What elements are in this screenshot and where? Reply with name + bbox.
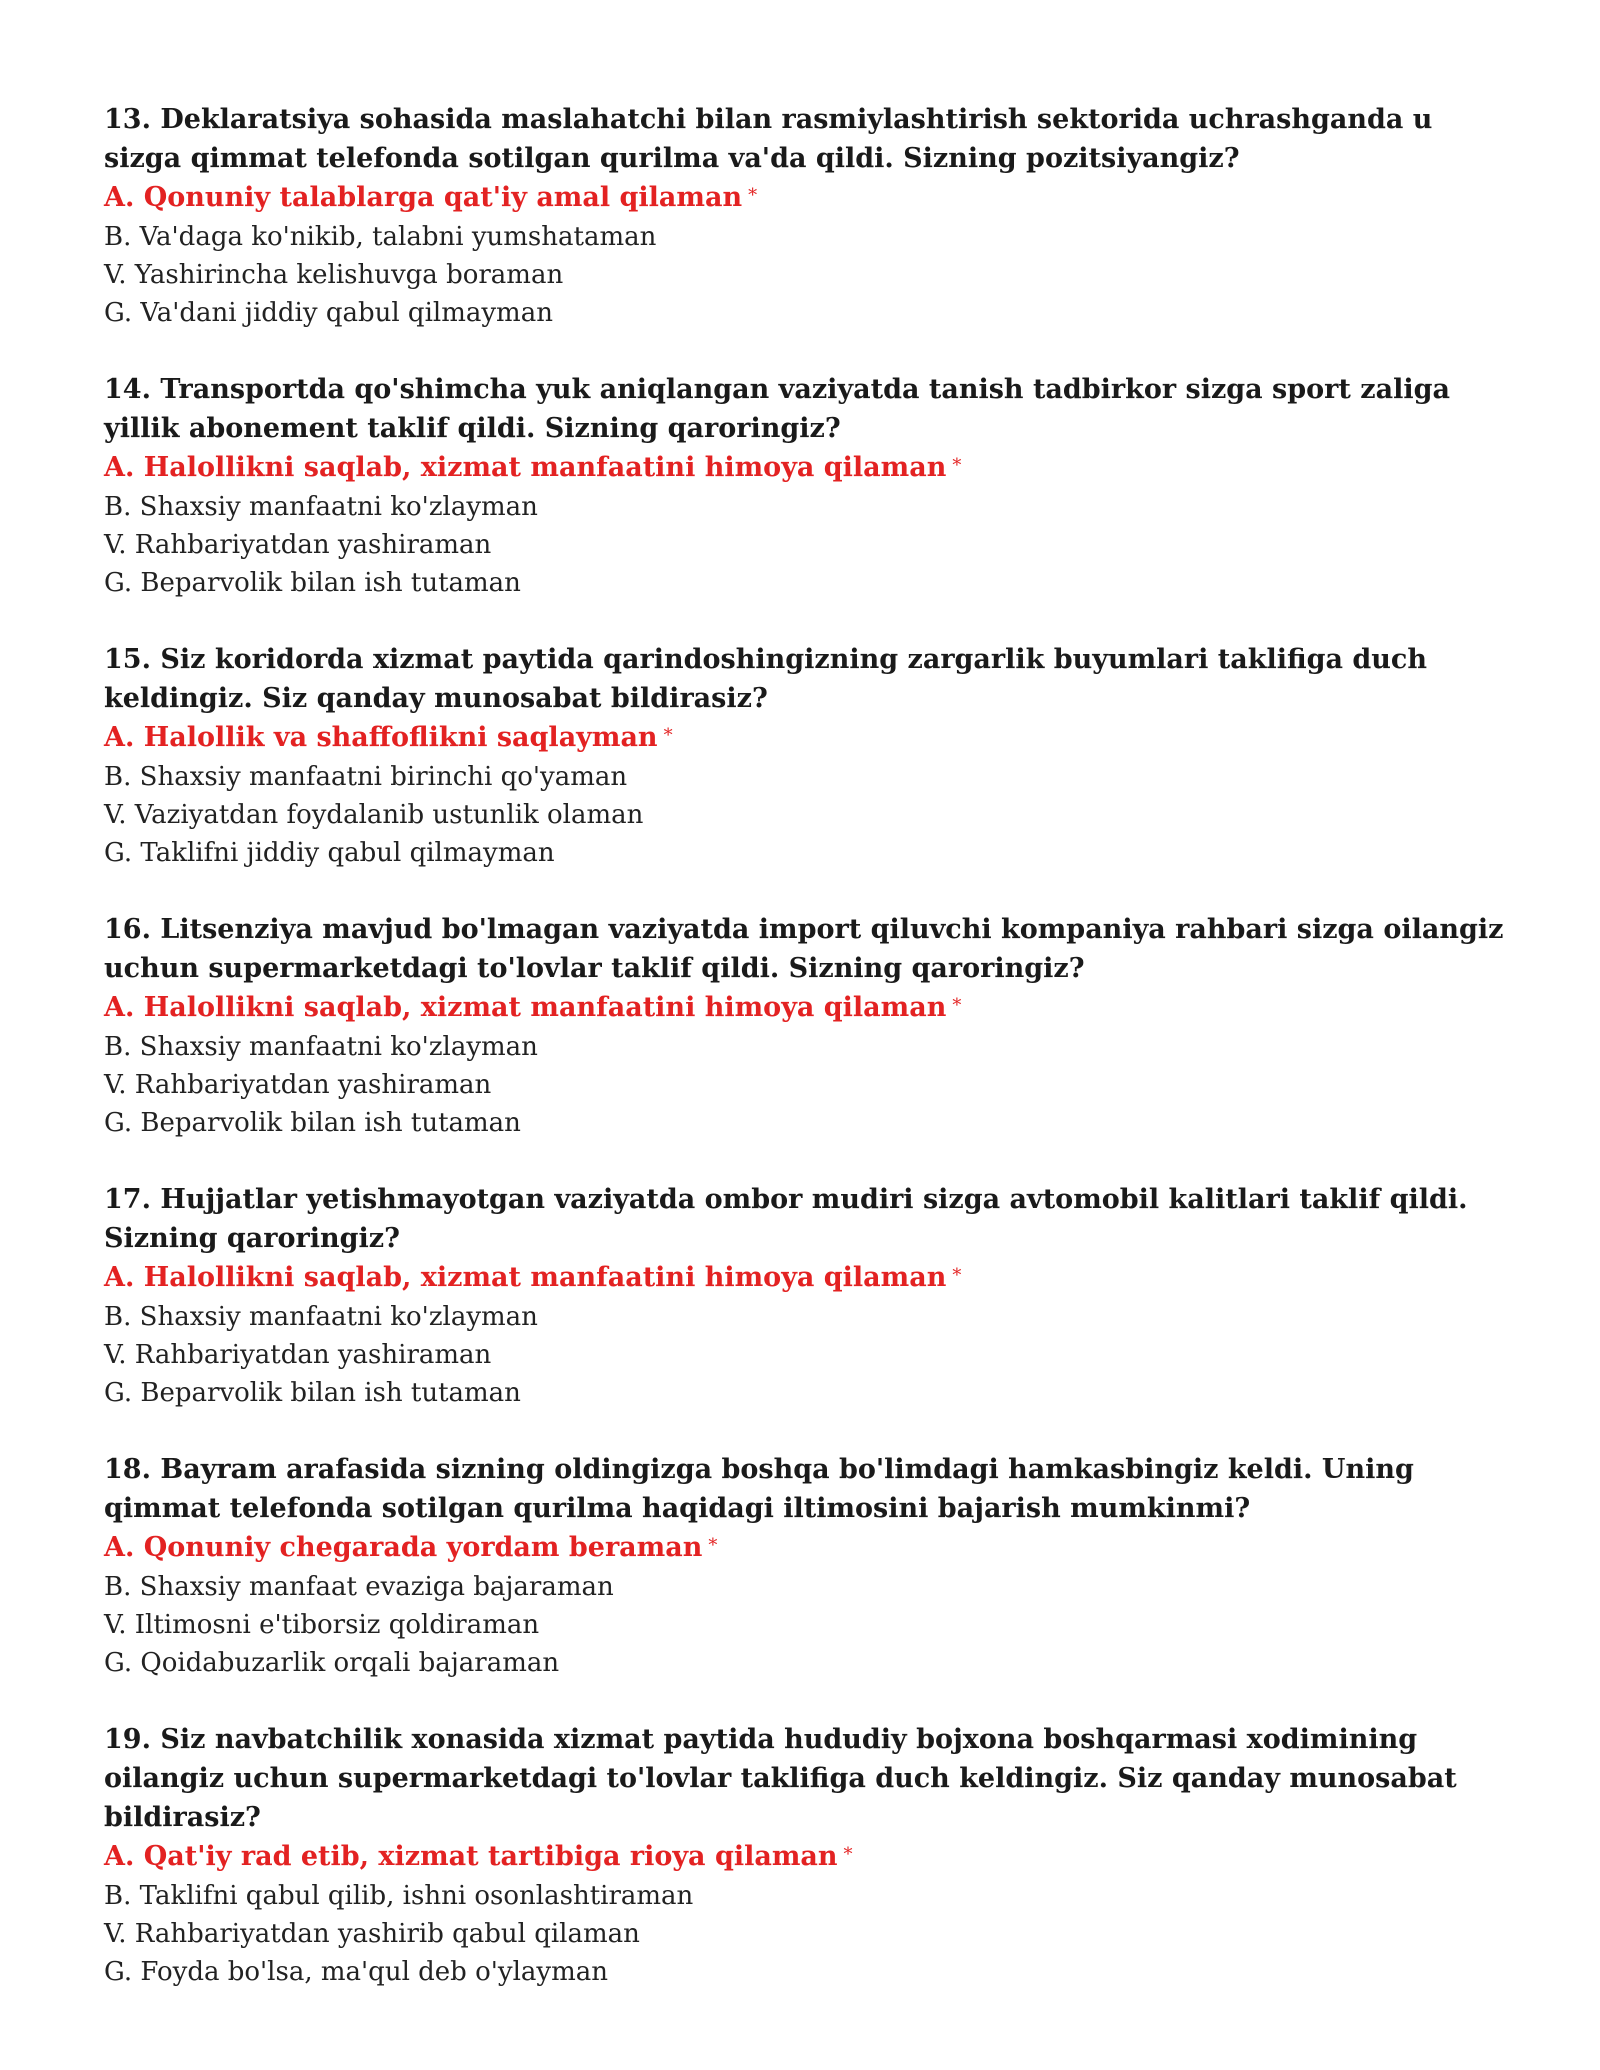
question-text: 19. Siz navbatchilik xonasida xizmat paytida hududiy bojxona boshqarmasi xodimining oilangiz uchun supermarketdagi to'lovlar taklifiga duch keldingiz. Siz qanday munosabat bildirasiz? xyxy=(104,1724,1457,1833)
correct-marker-star: * xyxy=(708,1535,718,1556)
answer-option-v: V. Iltimosni e'tiborsiz qoldiraman xyxy=(104,1610,540,1640)
correct-answer-label: A. Qonuniy talablarga qat'iy amal qilaman xyxy=(104,182,743,213)
question-text: 13. Deklaratsiya sohasida maslahatchi bilan rasmiylashtirish sektorida uchrashganda u sizga qimmat telefonda sotilgan qurilma va'da qildi. Sizning pozitsiyangiz? xyxy=(104,104,1433,174)
answer-option-g: G. Taklifni jiddiy qabul qilmayman xyxy=(104,838,555,868)
answer-option-b: B. Shaxsiy manfaatni birinchi qo'yaman xyxy=(104,762,628,792)
answer-option-b: B. Va'daga ko'nikib, talabni yumshataman xyxy=(104,222,657,252)
correct-answer xyxy=(104,1528,1504,1568)
answer-option-g: G. Beparvolik bilan ish tutaman xyxy=(104,1378,521,1408)
question-text: 16. Litsenziya mavjud bo'lmagan vaziyatda import qiluvchi kompaniya rahbari sizga oilangiz uchun supermarketdagi to'lovlar taklif qildi. Sizning qaroringiz? xyxy=(104,914,1504,984)
correct-marker-star: * xyxy=(952,455,962,476)
answer-option-g: G. Beparvolik bilan ish tutaman xyxy=(104,1108,521,1138)
correct-marker-star: * xyxy=(952,1265,962,1286)
answer-option-b: B. Shaxsiy manfaatni ko'zlayman xyxy=(104,1302,538,1332)
answer-option-g: G. Beparvolik bilan ish tutaman xyxy=(104,568,521,598)
question-text: 17. Hujjatlar yetishmayotgan vaziyatda ombor mudiri sizga avtomobil kalitlari taklif qildi. Sizning qaroringiz? xyxy=(104,1184,1468,1254)
question-14 xyxy=(104,370,1504,602)
correct-answer xyxy=(104,448,1504,488)
correct-marker-star: * xyxy=(663,725,673,746)
answer-option-v: V. Rahbariyatdan yashiraman xyxy=(104,1070,492,1100)
correct-answer-label: A. Halollikni saqlab, xizmat manfaatini himoya qilaman xyxy=(104,992,947,1023)
correct-answer xyxy=(104,1837,1504,1877)
answer-option-b: B. Shaxsiy manfaatni ko'zlayman xyxy=(104,492,538,522)
correct-answer xyxy=(104,718,1504,758)
correct-marker-star: * xyxy=(843,1844,853,1865)
question-text: 14. Transportda qo'shimcha yuk aniqlangan vaziyatda tanish tadbirkor sizga sport zaliga yillik abonement taklif qildi. Sizning qaroringiz? xyxy=(104,374,1450,444)
question-15 xyxy=(104,640,1504,872)
question-text: 15. Siz koridorda xizmat paytida qarindoshingizning zargarlik buyumlari taklifiga duch keldingiz. Siz qanday munosabat bildirasiz? xyxy=(104,644,1427,714)
question-text: 18. Bayram arafasida sizning oldingizga boshqa bo'limdagi hamkasbingiz keldi. Uning qimmat telefonda sotilgan qurilma haqidagi iltimosini bajarish mumkinmi? xyxy=(104,1454,1414,1524)
quiz-document xyxy=(104,100,1504,2029)
answer-option-g: G. Foyda bo'lsa, ma'qul deb o'ylayman xyxy=(104,1957,608,1987)
answer-option-g: G. Va'dani jiddiy qabul qilmayman xyxy=(104,298,553,328)
correct-marker-star: * xyxy=(748,185,758,206)
correct-answer-label: A. Halollikni saqlab, xizmat manfaatini himoya qilaman xyxy=(104,452,947,483)
correct-answer-label: A. Qat'iy rad etib, xizmat tartibiga rioya qilaman xyxy=(104,1841,838,1872)
question-16 xyxy=(104,910,1504,1142)
correct-answer-label: A. Qonuniy chegarada yordam beraman xyxy=(104,1532,703,1563)
question-19 xyxy=(104,1720,1504,1991)
correct-answer-label: A. Halollikni saqlab, xizmat manfaatini himoya qilaman xyxy=(104,1262,947,1293)
correct-marker-star: * xyxy=(952,995,962,1016)
answer-option-b: B. Shaxsiy manfaat evaziga bajaraman xyxy=(104,1572,614,1602)
question-13 xyxy=(104,100,1504,332)
correct-answer xyxy=(104,1258,1504,1298)
answer-option-g: G. Qoidabuzarlik orqali bajaraman xyxy=(104,1648,560,1678)
answer-option-v: V. Rahbariyatdan yashirib qabul qilaman xyxy=(104,1919,640,1949)
correct-answer-label: A. Halollik va shaffoflikni saqlayman xyxy=(104,722,658,753)
answer-option-v: V. Rahbariyatdan yashiraman xyxy=(104,1340,492,1370)
answer-option-b: B. Taklifni qabul qilib, ishni osonlashtiraman xyxy=(104,1881,694,1911)
answer-option-v: V. Vaziyatdan foydalanib ustunlik olaman xyxy=(104,800,644,830)
answer-option-v: V. Rahbariyatdan yashiraman xyxy=(104,530,492,560)
question-18 xyxy=(104,1450,1504,1682)
correct-answer xyxy=(104,178,1504,218)
answer-option-v: V. Yashirincha kelishuvga boraman xyxy=(104,260,564,290)
correct-answer xyxy=(104,988,1504,1028)
question-17 xyxy=(104,1180,1504,1412)
answer-option-b: B. Shaxsiy manfaatni ko'zlayman xyxy=(104,1032,538,1062)
